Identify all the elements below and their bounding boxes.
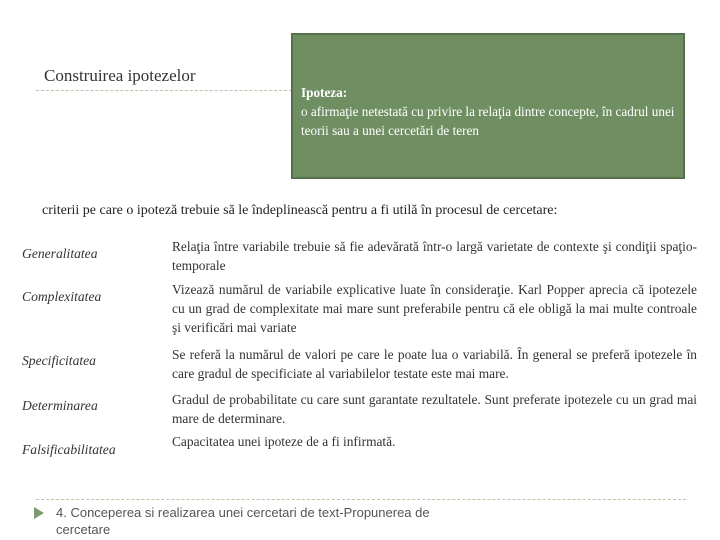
criterion-definition: Se referă la numărul de valori pe care le poate lua o variabilă. În general se preferă ipotezele în care gradul de specificiate al variabilelor testate este mai mare. xyxy=(172,347,697,381)
criterion-term: Complexitatea xyxy=(22,289,102,304)
criterion-definition: Vizează numărul de variabile explicative luate în consideraţie. Karl Popper aprecia că ipotezele cu un grad de complexitate mai mare sunt preferabile pentru că ele obligă la mai multe controale şi verificări mai variate xyxy=(172,282,697,335)
criterion-definition: Gradul de probabilitate cu care sunt garantate rezultatele. Sunt preferate ipotezele cu un grad mai mare de determinare. xyxy=(172,392,697,426)
definition-box xyxy=(291,33,685,179)
criterion-term: Determinarea xyxy=(22,398,98,413)
slide-title: Construirea ipotezelor xyxy=(44,66,196,85)
definition-text: o afirmaţie netestată cu privire la relaţia dintre concepte, în cadrul unei teorii sau a unei cercetări de teren xyxy=(301,104,675,138)
criterion-term: Falsificabilitatea xyxy=(22,442,116,457)
criterion-term: Generalitatea xyxy=(22,246,98,261)
footer-text: 4. Conceperea si realizarea unei cercetari de text-Propunerea de cercetare xyxy=(56,505,430,537)
criterion-term: Specificitatea xyxy=(22,353,96,368)
definition-heading: Ipoteza: xyxy=(301,85,348,100)
criterion-definition: Relaţia între variabile trebuie să fie adevărată într-o largă varietate de contexte şi condiţii spaţio-temporale xyxy=(172,239,697,273)
triangle-bullet-icon xyxy=(34,507,44,519)
footer-divider xyxy=(36,499,686,500)
title-divider xyxy=(36,90,292,91)
criterion-definition: Capacitatea unei ipoteze de a fi infirmată. xyxy=(172,434,396,449)
criteria-intro: criterii pe care o ipoteză trebuie să le îndeplinească pentru a fi utilă în procesul de cercetare: xyxy=(42,203,558,218)
